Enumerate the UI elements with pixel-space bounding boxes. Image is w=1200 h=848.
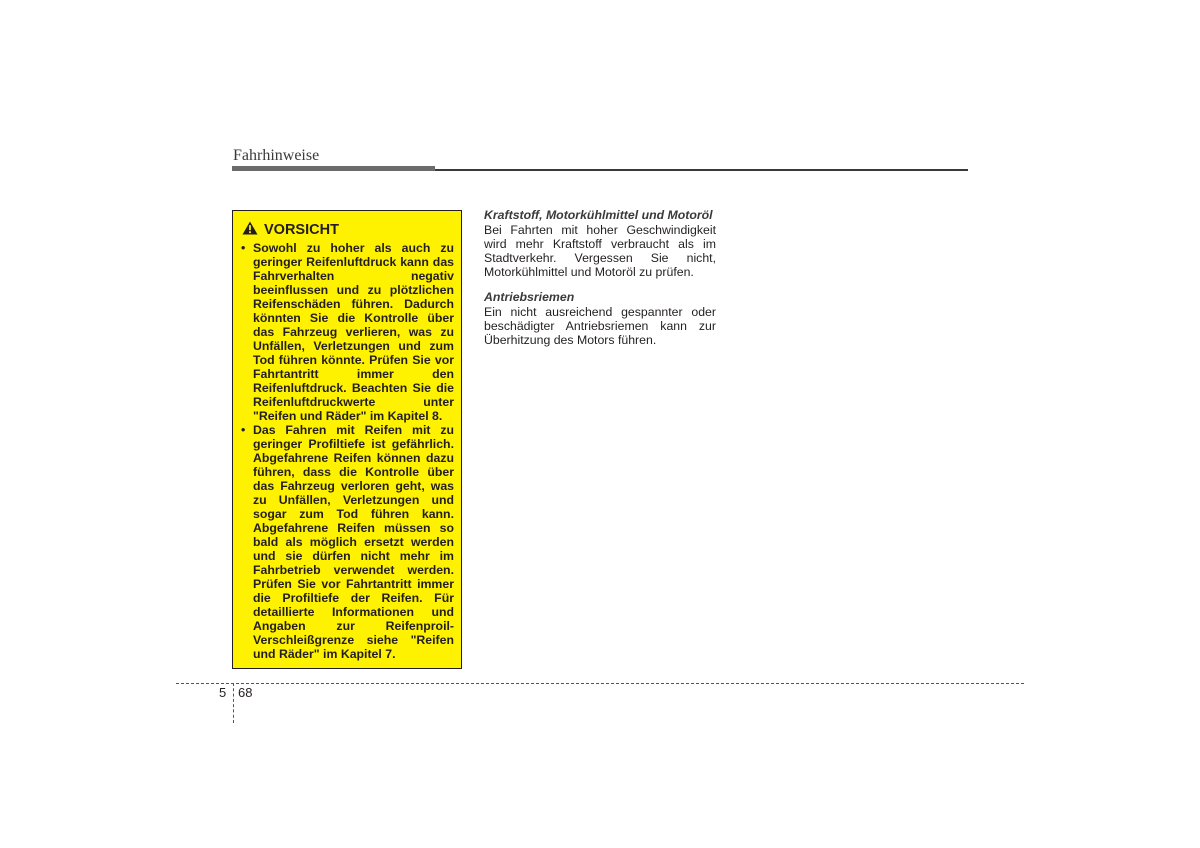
section-heading: Kraftstoff, Motorkühlmittel und Motoröl [484, 208, 713, 222]
header-rule-thin [435, 169, 968, 171]
warning-list [240, 241, 454, 661]
section-heading: Antriebsriemen [484, 290, 575, 304]
section-body: Bei Fahrten mit hoher Geschwindigkeit wird mehr Kraftstoff verbraucht als im Stadtverkehr. Vergessen Sie nicht, Motorkühlmittel und Motoröl zu prüfen. [484, 223, 716, 279]
warning-heading [242, 221, 454, 239]
page-header-title: Fahrhinweise [233, 147, 320, 164]
header-rule-thick [232, 166, 435, 171]
warning-bullet: • Sowohl zu hoher als auch zu geringer Reifenluftdruck kann das Fahrverhalten negativ beeinflussen und zu plötzlichen Reifenschäden führen. Dadurch könnten Sie die Kontrolle über das Fahrzeug verlieren, was zu Unfällen, Verletzungen und zum Tod führen könnte. Prüfen Sie vor Fahrtantritt immer den Reifenluftdruck. Beachten Sie die Reifenluftdruckwerte unter "Reifen und Räder" im Kapitel 8. [240, 241, 454, 423]
chapter-number: 5 [219, 685, 227, 700]
warning-bullet: • Das Fahren mit Reifen mit zu geringer Profiltiefe ist gefährlich. Abgefahrene Reifen können dazu führen, dass die Kontrolle über das Fahrzeug verloren geht, was zu Unfällen, Verletzungen und sogar zum Tod führen kann. Abgefahrene Reifen müssen so bald als möglich ersetzt werden und sie dürfen nicht mehr im Fahrbetrieb verwendet werden. Prüfen Sie vor Fahrtantritt immer die Profiltiefe der Reifen. Für detaillierte Informationen und Angaben zur Reifenproil-Verschleißgrenze siehe "Reifen und Räder" im Kapitel 7. [240, 423, 454, 661]
section-body: Ein nicht ausreichend gespannter oder beschädigter Antriebsriemen kann zur Überhitzung des Motors führen. [484, 305, 716, 347]
warning-box [232, 210, 462, 669]
footer-dashed-rule [176, 683, 1024, 684]
footer-dashed-divider [233, 683, 234, 723]
content-column [484, 208, 716, 358]
warning-title: VORSICHT [264, 222, 339, 238]
warning-triangle-icon [242, 221, 258, 239]
page-number: 68 [238, 685, 253, 700]
